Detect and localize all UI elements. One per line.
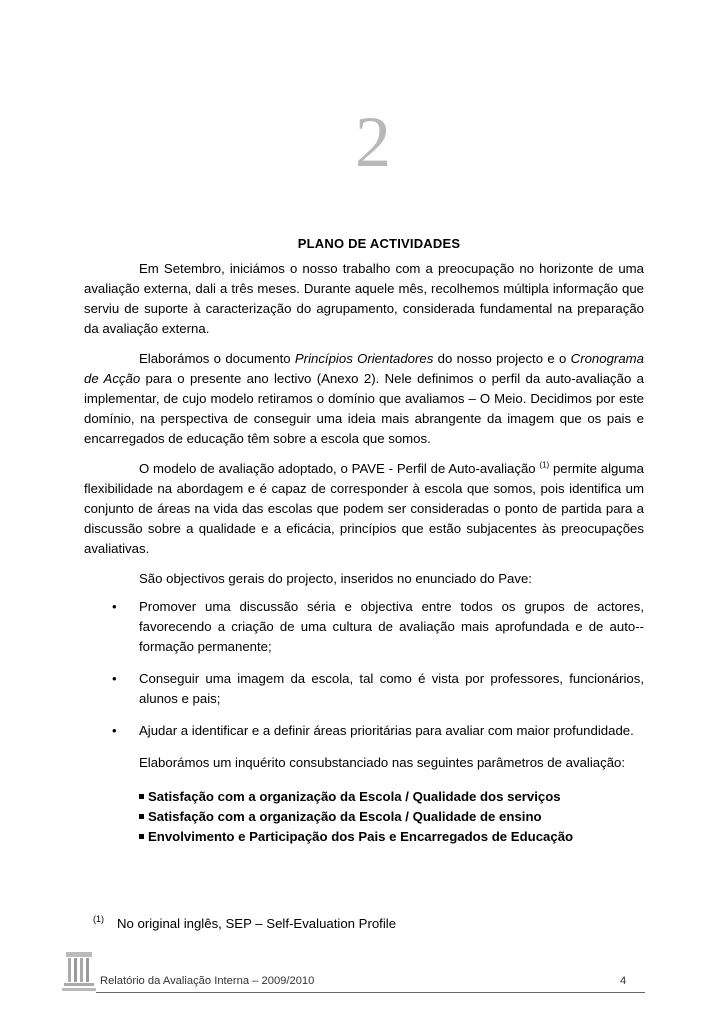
building-columns-icon <box>62 948 98 994</box>
list-item-text: Conseguir uma imagem da escola, tal como é vista por professores, funcionários, alunos e pais; <box>139 671 644 706</box>
text-segment: Elaborámos o documento <box>139 351 295 366</box>
bullet-icon: • <box>112 671 117 686</box>
list-item-text: Promover uma discussão séria e objectiva entre todos os grupos de actores, favorecendo a criação de uma cultura de avaliação mais aprofundada e de auto--formação permanente; <box>139 599 644 654</box>
emphasis-principios: Princípios Orientadores <box>294 351 434 366</box>
list-item <box>84 669 644 709</box>
footnote-text: No original inglês, SEP – Self-Evaluation Profile <box>117 916 397 931</box>
section-title: PLANO DE ACTIVIDADES <box>297 236 461 251</box>
text-segment: do nosso projecto e o <box>433 351 571 366</box>
list-item <box>84 721 644 741</box>
criteria-item <box>139 787 644 807</box>
text-segment: permite alguma flexibilidade na abordagem e é capaz de corresponder à escola que somos, pois identifica um conjunto de áreas na vida das escolas que podem ser consideradas o ponto de partida para a discussão sobre a qualidade e a eficácia, princípios que estão subjacentes às preocupações avaliativas. <box>84 461 644 556</box>
square-bullet-icon <box>139 834 144 839</box>
document-body <box>84 259 644 847</box>
footnote <box>93 914 397 934</box>
criteria-text: Envolvimento e Participação dos Pais e Encarregados de Educação <box>148 829 574 844</box>
objectives-list <box>84 597 644 741</box>
text-segment: para o presente ano lectivo (Anexo 2). Nele definimos o perfil da auto-avaliação a implementar, de cujo modelo retiramos o domínio que avaliamos – O Meio. Decidimos por este domínio, na perspectiva de conseguir uma ideia mais abrangente da imagem que os pais e encarregados de educação têm sobre a escola que somos. <box>84 371 644 446</box>
criteria-text: Satisfação com a organização da Escola / Qualidade dos serviços <box>148 789 561 804</box>
square-bullet-icon <box>139 814 144 819</box>
paragraph-documents <box>84 349 644 449</box>
footnote-reference: (1) <box>539 460 550 470</box>
list-item-text: Ajudar a identificar e a definir áreas prioritárias para avaliar com maior profundidade. <box>139 723 634 738</box>
emphasis-cronograma: Cronograma de Acção <box>84 351 644 386</box>
bullet-icon: • <box>112 723 117 738</box>
text-segment: O modelo de avaliação adoptado, o PAVE - Perfil de Auto-avaliação <box>139 461 540 476</box>
paragraph-objectives-intro: São objectivos gerais do projecto, inseridos no enunciado do Pave: <box>139 571 532 586</box>
footer-title: Relatório da Avaliação Interna – 2009/2010 <box>100 975 315 987</box>
square-bullet-icon <box>139 794 144 799</box>
criteria-item <box>139 807 644 827</box>
chapter-number: 2 <box>355 102 391 182</box>
bullet-icon: • <box>112 599 117 614</box>
footer-rule <box>96 992 645 993</box>
criteria-text: Satisfação com a organização da Escola / Qualidade de ensino <box>148 809 542 824</box>
paragraph-intro: Em Setembro, iniciámos o nosso trabalho com a preocupação no horizonte de uma avaliação externa, dali a três meses. Durante aquele mês, recolhemos múltipla informação que serviu de suporte à caracterização do agrupamento, considerada fundamental na preparação da avaliação externa. <box>84 261 644 336</box>
paragraph-survey: Elaborámos um inquérito consubstanciado nas seguintes parâmetros de avaliação: <box>139 755 626 770</box>
footnote-mark: (1) <box>93 914 104 924</box>
criteria-item <box>139 827 644 847</box>
criteria-list <box>139 787 644 847</box>
paragraph-pave <box>84 459 644 559</box>
list-item <box>84 597 644 657</box>
page-number: 4 <box>620 975 627 987</box>
